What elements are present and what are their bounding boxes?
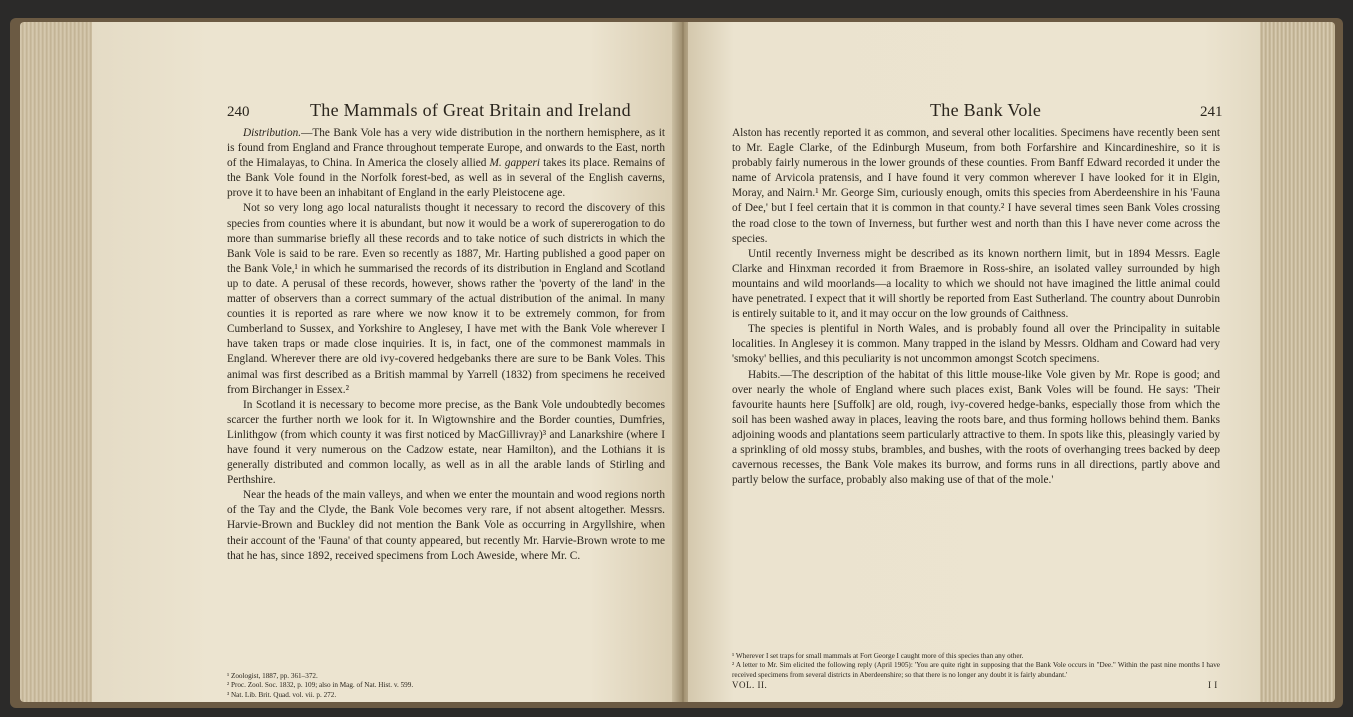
paragraph: Not so very long ago local naturalists thought it necessary to record the discovery of this species from counties where it is abundant, but now it would be a work of supererogation to do more than summarise briefly all these records and to take notice of such districts in which the Bank Vole is said to be rare. Even so recently as 1887, Mr. Harting published a good paper on the Bank Vole,¹ in which he summarised the records of its distribution in England and Scotland up to date. A perusal of these records, however, shows rather the 'poverty of the land' in the matter of observers than a correct summary of the actual distribution of the animal. In many counties it is reported as rare where we now know it to be extremely common, for from Cumberland to Sussex, and Yorkshire to Anglesey, I have met with the Bank Vole wherever I have taken traps or made close inquiries. It is, in fact, one of the commonest mammals in England. Wherever there are old ivy-covered hedgebanks there are sure to be Bank Voles. This animal was first described as a British mammal by Yarrell (1832) from specimens he received from Birchanger in Essex.²	[227, 202, 665, 396]
footnote: ³ Nat. Lib. Brit. Quad. vol. vii. p. 272.	[227, 690, 337, 699]
left-page-number: 240	[227, 104, 250, 120]
footnote: ¹ Zoologist, 1887, pp. 361–372.	[227, 672, 318, 680]
paragraph: In Scotland it is necessary to become more precise, as the Bank Vole undoubtedly becomes scarcer the further north we look for it. In Wigtownshire and the Border counties, Dumfries, Linlithgow (from which county it was first noticed by MacGillivray)³ and Lanarkshire (where I have found it very numerous on the Cadzow estate, near Hamilton), and the Lothians it is generally distributed and common locally, as well as in all the arable lands of Stirling and Perthshire.	[227, 398, 665, 487]
paragraph: Habits.—The description of the habitat of this little mouse-like Vole given by Mr. Rope is good; and over nearly the whole of England where such places exist, Bank Voles will be found. He says: 'Their favourite haunts here [Suffolk] are old, rough, ivy-covered hedge-banks, especially those from which the soil has been washed away in places, leaving the roots bare, and thus forming hollows behind them. Banks adjoining woods and plantations seem particularly attractive to them. In spots like this, pleasingly varied by a sprinkling of old mossy stubs, brambles, and bushes, with the roots of overhanging trees backed by deep cavernous recesses, the Bank Vole makes its burrow, and forms runs in all directions, partly above and partly below the surface, probably also making use of that of the mole.'	[732, 368, 1220, 487]
paragraph: Alston has recently reported it as common, and several other localities. Specimens have recently been sent to Mr. Eagle Clarke, of the Edinburgh Museum, from both Forfarshire and Kincardineshire, so it is probably fairly numerous in the lower grounds of these counties. From Banff Edward recorded it under the name of Arvicola pratensis, and I have found it very common wherever I have looked for it in Elgin, Moray, and Nairn.¹ Mr. George Sim, curiously enough, omits this species from Aberdeenshire in his 'Fauna of Dee,' but I feel certain that it is common in that county.² I have several times seen Bank Voles crossing the road close to the town of Inverness, but further west and north than this I have never come across the species.	[732, 127, 1220, 245]
paragraph: Until recently Inverness might be described as its known northern limit, but in 1894 Messrs. Eagle Clarke and Hinxman recorded it from Braemore in Ross-shire, an isolated valley surrounded by high mountains and wild moorlands—a locality to which we should not have imagined the little animal could have penetrated. I expect that it will shortly be reported from East Sutherland. The country about Dunrobin is entirely suitable to it, and it may occur on the low grounds of Caithness.	[732, 247, 1220, 321]
right-body	[732, 126, 1220, 488]
volume-signature: VOL. II.	[732, 680, 768, 690]
left-footnotes	[227, 672, 665, 700]
left-body	[227, 126, 665, 564]
paragraph: Near the heads of the main valleys, and when we enter the mountain and wood regions north of the Tay and the Clyde, the Bank Vole becomes very rare, if not absent altogether. Messrs. Harvie-Brown and Buckley did not mention the Bank Vole as occurring in Argyllshire, when their account of the 'Fauna' of that county appeared, but recently Mr. Harvie-Brown wrote to me that he has, since 1892, received specimens from Loch Aweside, where Mr. C.	[227, 489, 665, 562]
footnote: ¹ Wherever I set traps for small mammals at Fort George I caught more of this species than any other.	[732, 652, 1024, 660]
right-running-head: The Bank Vole	[930, 100, 1042, 120]
left-page	[92, 22, 677, 702]
footnote: ² Proc. Zool. Soc. 1832, p. 109; also in Mag. of Nat. Hist. v. 599.	[227, 681, 414, 690]
right-footnotes	[732, 652, 1220, 680]
left-running-head: The Mammals of Great Britain and Ireland	[310, 100, 631, 120]
gathering-signature: I I	[1208, 680, 1218, 690]
left-page-edges	[20, 22, 100, 702]
right-page-edges	[1255, 22, 1335, 702]
paragraph: Distribution.—The Bank Vole has a very wide distribution in the northern hemisphere, as it is found from England and France throughout temperate Europe, and onwards to the East, north of the Himalayas, to China. In America the closely allied M. gapperi takes its place. Remains of the Bank Vole found in the Norfolk forest-bed, as well as in several of the English caverns, prove it to have been an inhabitant of England in the early Pleistocene age.	[227, 127, 665, 200]
right-page	[688, 22, 1260, 702]
paragraph: The species is plentiful in North Wales, and is probably found all over the Principality in suitable localities. In Anglesey it is common. Many trapped in the island by Messrs. Oldham and Coward had very 'smoky' bellies, and this peculiarity is not uncommon amongst Scotch specimens.	[732, 323, 1220, 366]
footnote: ² A letter to Mr. Sim elicited the following reply (April 1905): 'You are quite right in supposing that the Bank Vole occurs in "Dee." Within the past nine months I have received specimens from several districts in Aberdeenshire; so that there is no longer any doubt it is fairly abundant.'	[732, 661, 1220, 679]
right-page-number: 241	[1200, 104, 1223, 120]
